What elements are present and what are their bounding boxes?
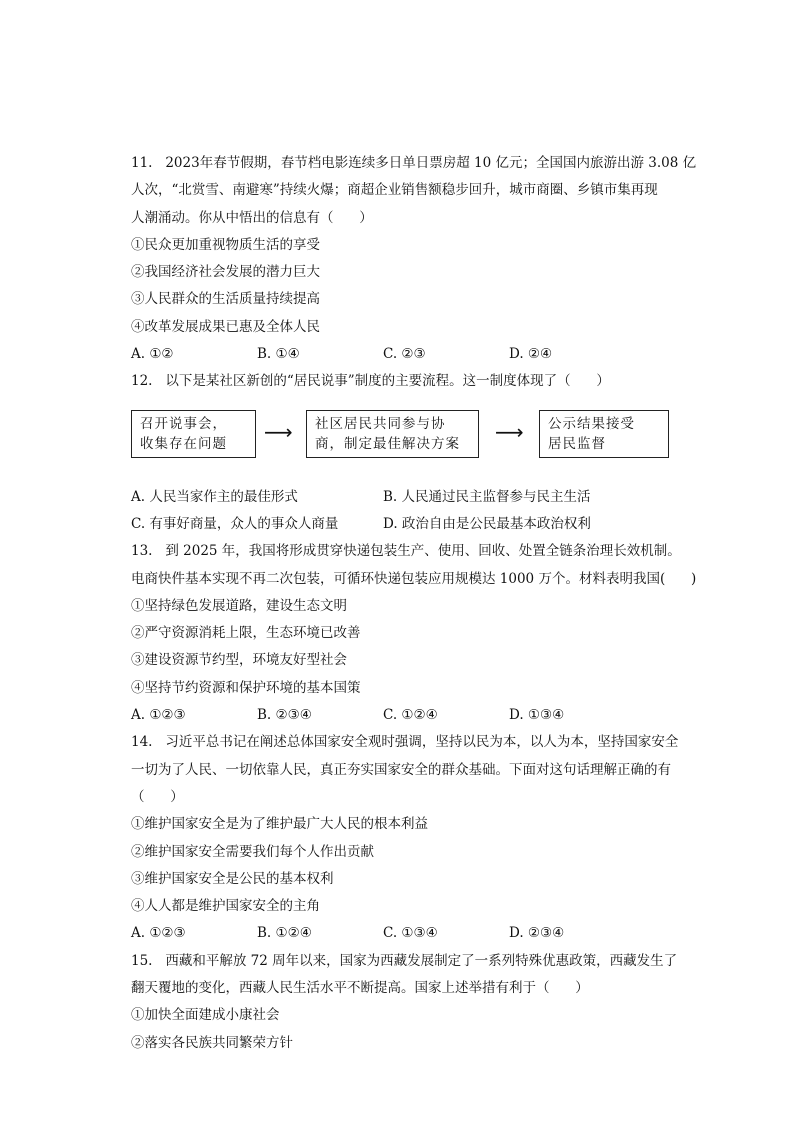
flow-step-text: 公示结果接受 bbox=[548, 415, 635, 432]
statement-option: ④改革发展成果已惠及全体人民 bbox=[131, 318, 320, 335]
flow-step-text: 召开说事会， bbox=[140, 415, 227, 432]
choice-a: A. ①②③ bbox=[131, 707, 186, 724]
flow-step-2 bbox=[306, 410, 479, 458]
statement-option: ②严守资源消耗上限，生态环境已改善 bbox=[131, 625, 361, 642]
answer-choices bbox=[131, 920, 691, 947]
arrow-right-icon: ⟶ bbox=[264, 419, 293, 444]
question-12 bbox=[131, 368, 691, 538]
choice-c: C. ①②④ bbox=[383, 707, 438, 724]
answer-choices bbox=[131, 484, 691, 511]
choice-c: C. ①③④ bbox=[383, 925, 438, 942]
choice-b: B. ①④ bbox=[257, 346, 300, 363]
statement-option: ②落实各民族共同繁荣方针 bbox=[131, 1034, 293, 1051]
flow-step-3 bbox=[539, 410, 669, 458]
choice-b: B. ②③④ bbox=[257, 707, 312, 724]
statement-option: ③建设资源节约型，环境友好型社会 bbox=[131, 652, 347, 669]
flow-step-text: 商，制定最佳解决方案 bbox=[315, 435, 460, 452]
choice-b: B. 人民通过民主监督参与民主生活 bbox=[383, 488, 591, 505]
question-stem-line: 11. 2023年春节假期，春节档电影连续多日单日票房超 10 亿元；全国国内旅游出游 3.08 亿 bbox=[131, 155, 697, 171]
arrow-right-icon: ⟶ bbox=[495, 419, 524, 444]
choice-a: A. 人民当家作主的最佳形式 bbox=[131, 488, 298, 505]
answer-choices bbox=[131, 702, 691, 729]
question-stem-line: 14. 习近平总书记在阐述总体国家安全观时强调，坚持以民为本，以人为本，坚持国家安全 bbox=[131, 734, 679, 751]
choice-a: A. ①② bbox=[131, 346, 174, 363]
question-stem-line: 人次，“北赏雪、南避寒”持续火爆；商超企业销售额稳步回升，城市商圈、乡镇市集再现 bbox=[131, 182, 658, 199]
statement-option: ③人民群众的生活质量持续提高 bbox=[131, 291, 320, 308]
choice-b: B. ①②④ bbox=[257, 925, 312, 942]
question-list bbox=[131, 150, 697, 1057]
question-stem-line: （ ） bbox=[131, 788, 184, 805]
statement-option: ①坚持绿色发展道路，建设生态文明 bbox=[131, 597, 347, 614]
question-15 bbox=[131, 948, 691, 1057]
answer-choices bbox=[131, 511, 691, 538]
question-stem-line: 电商快件基本实现不再二次包装，可循环快递包装应用规模达 1000 万个。材料表明我国( ) bbox=[131, 570, 697, 587]
question-stem-line: 13. 到 2025 年，我国将形成贯穿快递包装生产、使用、回收、处置全链条治理长效机制。 bbox=[131, 543, 681, 560]
flow-step-1 bbox=[131, 410, 256, 458]
answer-choices bbox=[131, 341, 691, 368]
choice-c: C. 有事好商量，众人的事众人商量 bbox=[131, 515, 339, 532]
flow-step-text: 社区居民共同参与协 bbox=[315, 415, 446, 432]
question-stem-line: 12. 以下是某社区新创的“居民说事”制度的主要流程。这一制度体现了（ ） bbox=[131, 373, 610, 390]
statement-option: ②我国经济社会发展的潜力巨大 bbox=[131, 264, 320, 281]
choice-d: D. ①③④ bbox=[509, 707, 565, 724]
flow-step-text: 居民监督 bbox=[548, 435, 606, 452]
choice-d: D. ②④ bbox=[509, 346, 553, 363]
choice-d: D. ②③④ bbox=[509, 925, 565, 942]
question-stem-line: 人潮涌动。你从中悟出的信息有（ ） bbox=[131, 209, 373, 226]
question-stem-line: 一切为了人民、一切依靠人民，真正夯实国家安全的群众基础。下面对这句话理解正确的有 bbox=[131, 761, 671, 778]
statement-option: ③维护国家安全是公民的基本权利 bbox=[131, 870, 334, 887]
choice-d: D. 政治自由是公民最基本政治权利 bbox=[383, 515, 591, 532]
question-stem-line: 15. 西藏和平解放 72 周年以来，国家为西藏发展制定了一系列特殊优惠政策，西藏发生了 bbox=[131, 952, 678, 969]
flow-step-text: 收集存在问题 bbox=[140, 435, 227, 452]
statement-option: ①加快全面建成小康社会 bbox=[131, 1007, 280, 1024]
question-stem-line: 翻天覆地的变化，西藏人民生活水平不断提高。国家上述举措有利于（ ） bbox=[131, 980, 589, 997]
statement-option: ①民众更加重视物质生活的享受 bbox=[131, 236, 320, 253]
question-14 bbox=[131, 729, 691, 947]
question-13 bbox=[131, 538, 697, 729]
statement-option: ④人人都是维护国家安全的主角 bbox=[131, 898, 320, 915]
statement-option: ①维护国家安全是为了维护最广大人民的根本利益 bbox=[131, 816, 428, 833]
statement-option: ②维护国家安全需要我们每个人作出贡献 bbox=[131, 843, 374, 860]
statement-option: ④坚持节约资源和保护环境的基本国策 bbox=[131, 679, 361, 696]
choice-c: C. ②③ bbox=[383, 346, 426, 363]
process-flow-diagram bbox=[131, 410, 691, 484]
question-11 bbox=[131, 150, 697, 368]
choice-a: A. ①②③ bbox=[131, 925, 186, 942]
